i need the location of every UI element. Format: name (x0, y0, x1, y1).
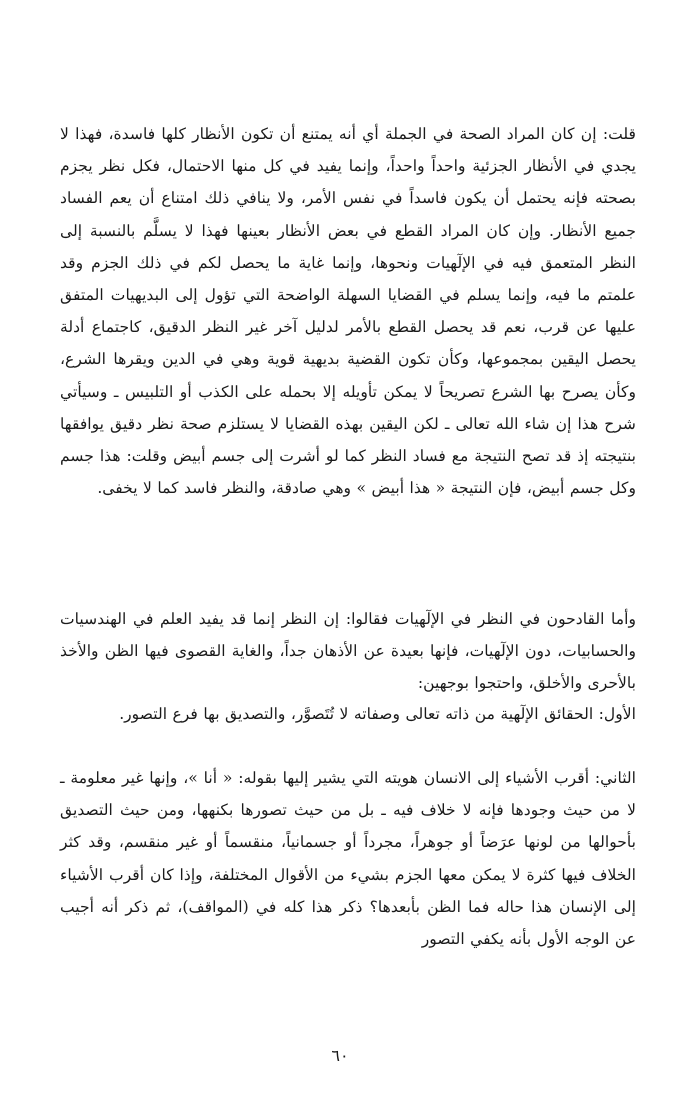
paragraph-second-argument: الثاني: أقرب الأشياء إلى الانسان هويته التي يشير إليها بقوله: « أنا »، وإنها غير معلومة ـ لا من حيث وجودها فإنه لا خلاف فيه ـ بل من حيث تصورها بكنهها، ومن حيث التصديق بأحوالها من لونها عرَضاً أو جوهراً، مجرداً أو جسمانياً، منقسماً أو غير منقسم، وقد كثر الخلاف فيها كثرة لا يمكن معها الجزم بشيء من الأقوال المختلفة، وإذا كان أقرب الأشياء إلى الإنسان هذا حاله فما الظن بأبعدها؟ ذكر هذا كله في (المواقف)، ثم ذكر أنه أجيب عن الوجه الأول بأنه يكفي التصور (60, 769, 636, 949)
paragraph-first-argument: الأول: الحقائق الإلٓهية من ذاته تعالى وصفاته لا تُتَصوَّر، والتصديق بها فرع التصور. (119, 705, 636, 723)
page-number: ٦٠ (331, 1046, 349, 1065)
paragraph-reply-on-certainty: قلت: إن كان المراد الصحة في الجملة أي أنه يمتنع أن تكون الأنظار كلها فاسدة، فهذا لا يجدي في الأنظار الجزئية واحداً واحداً، وإنما يفيد في كل منها الاحتمال، فكل نظر يجزم بصحته فإنه يحتمل أن يكون فاسداً في نفس الأمر، ولا ينافي ذلك امتناع أن يعم الفساد جميع الأنظار. وإن كان المراد القطع في بعض الأنظار بعينها فهذا لا يسلَّم بالنسبة إلى النظر المتعمق فيه في الإلٓهيات ونحوها، وإنما غاية ما يحصل لكم في ذلك الجزم وقد علمتم ما فيه، وإنما يسلم في القضايا السهلة الواضحة التي تؤول إلى البديهيات المتفق عليها عن قرب، نعم قد يحصل القطع بالأمر لدليل آخر غير النظر الدقيق، كاجتماع أدلة يحصل اليقين بمجموعها، وكأن تكون القضية بديهية قوية وهي في الدين ويقرها الشرع، وكأن يصرح بها الشرع تصريحاً لا يمكن تأويله إلا بحمله على الكذب أو التلبيس ـ وسيأتي شرح هذا إن شاء الله تعالى ـ لكن اليقين بهذه القضايا لا يستلزم صحة نظر دقيق يوافقها بنتيجته إذ قد تصح النتيجة مع فساد النظر كما لو أشرت إلى جسم أبيض وقلت: هذا جسم وكل جسم أبيض، فإن النتيجة « هذا أبيض » وهي صادقة، والنظر فاسد كما لا يخفى. (60, 125, 636, 498)
paragraph-critics-of-speculation: وأما القادحون في النظر في الإلٓهيات فقالوا: إن النظر إنما قد يفيد العلم في الهندسيات والحسابيات، دون الإلٓهيات، فإنها بعيدة عن الأذهان جداً، والغاية القصوى فيها الظن والأخذ بالأحرى والأخلق، واحتجوا بوجهين: (60, 610, 636, 693)
